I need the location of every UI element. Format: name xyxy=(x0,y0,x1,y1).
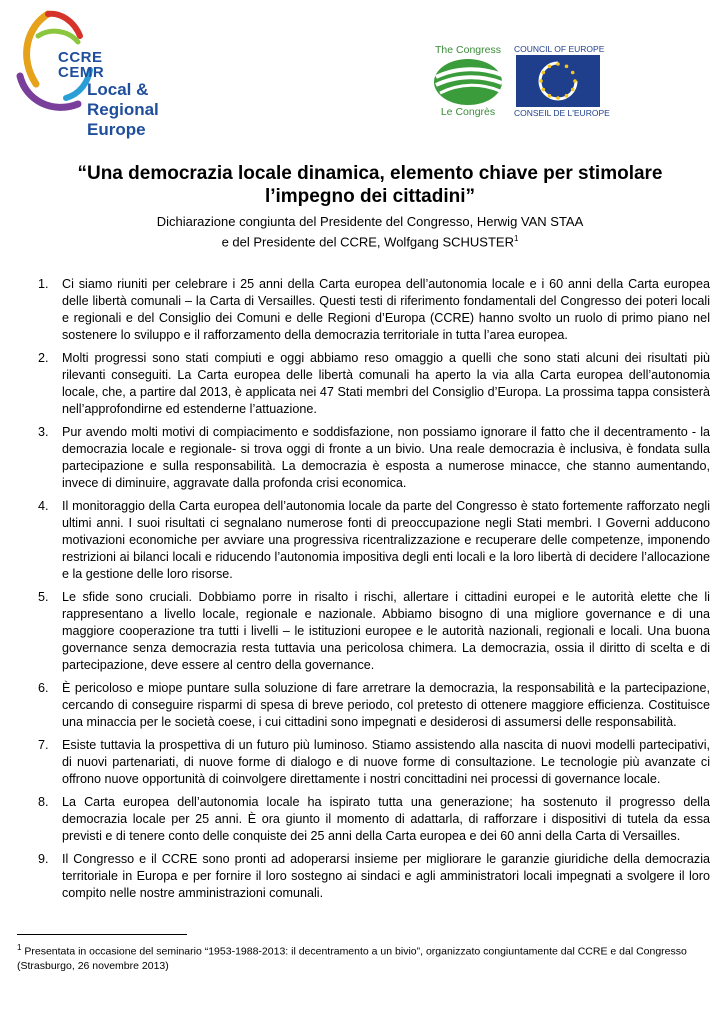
footnote-reference: 1 xyxy=(513,234,519,243)
congress-logo xyxy=(428,44,508,120)
list-item xyxy=(38,589,710,674)
point-text: Il monitoraggio della Carta europea dell’autonomia locale da parte del Congresso è stato fortemente rafforzato negli ultimi anni. I suoi risultati ci segnalano numerose fonti di preoccupazione negli Stati membri. I Governi adducono motivazioni economiche per avviare una progressiva ricentralizzazione e recuperare delle competenze, imponendo restrizioni ai bilanci locali e riducendo l’autonomia impositiva degli enti locali e la loro libertà di decidere l’allocazione e la gestione delle loro risorse. xyxy=(62,499,710,581)
point-number: 7. xyxy=(38,738,49,752)
point-number: 9. xyxy=(38,852,49,866)
ccre-label: CCRE xyxy=(58,49,103,66)
list-item xyxy=(38,276,710,344)
list-item xyxy=(38,350,710,418)
point-number: 4. xyxy=(38,499,49,513)
point-number: 6. xyxy=(38,681,49,695)
list-item xyxy=(38,737,710,788)
point-text: Il Congresso e il CCRE sono pronti ad adoperarsi insieme per migliorare le garanzie giuridiche della democrazia territoriale in Europa e per fornire il loro sostegno ai sindaci e agli amministratori locali impegnati a svolgere il loro compito nelle nostre amministrazioni comunali. xyxy=(62,852,710,900)
list-item xyxy=(38,424,710,492)
footnote-text: Presentata in occasione del seminario “1953-1988-2013: il decentramento a un bivio”, organizzato congiuntamente dal CCRE e dal Congresso (Strasburgo, 26 novembre 2013) xyxy=(17,945,687,972)
declaration-points xyxy=(38,276,710,908)
point-text: Le sfide sono cruciali. Dobbiamo porre in risalto i rischi, allertare i cittadini europei e le autorità elette che li rappresentano a livello locale, regionale e nazionale. Abbiamo bisogno di una migliore governance e di una maggiore cooperazione tra tutti i livelli – le istituzioni europee e le autorità nazionali, regionali e locali. Una buona governance senza democrazia resta tuttavia una pericolosa chimera. La democrazia, ossia il diritto di scelta e di partecipazione, deve essere al centro della governance. xyxy=(62,590,710,672)
ccre-cemr-logo xyxy=(8,6,213,139)
list-item xyxy=(38,680,710,731)
council-of-europe-logo xyxy=(514,44,610,120)
congress-swoosh-icon xyxy=(432,57,504,107)
congress-label-fr: Le Congrès xyxy=(440,106,496,118)
congress-label-en: The Congress xyxy=(435,44,501,56)
document-subtitle xyxy=(40,213,700,250)
lre-label-line2: Europe xyxy=(87,120,146,139)
lre-label-line1: Local & Regional xyxy=(87,80,159,119)
point-number: 2. xyxy=(38,351,49,365)
point-text: È pericoloso e miope puntare sulla soluzione di fare arretrare la democrazia, la responsabilità e la partecipazione, cercando di conseguire risparmi di spesa di breve periodo, col pretesto di ottenere maggiore efficienza. Costituisce una minaccia per le società coese, i cui cittadini sono impegnati e desiderosi di assumersi delle responsabilità. xyxy=(62,681,710,729)
footnote xyxy=(17,941,707,973)
point-number: 1. xyxy=(38,277,49,291)
subtitle-line1: Dichiarazione congiunta del Presidente del Congresso, Herwig VAN STAA xyxy=(156,214,584,229)
coe-stars-icon xyxy=(516,55,600,107)
point-number: 5. xyxy=(38,590,49,604)
point-text: Pur avendo molti motivi di compiacimento e soddisfazione, non possiamo ignorare il fatto che il decentramento - la democrazia locale e regionale- si trova oggi di fronte a un bivio. Una reale democrazia è inclusiva, è fondata sulla partecipazione e sulla responsabilità. La democrazia è esposta a numerose minacce, che stanno aumentando, invece di diminuire, aggravate dalla profonda crisi economica. xyxy=(62,425,710,490)
point-number: 3. xyxy=(38,425,49,439)
coe-flag xyxy=(516,55,600,107)
point-text: Ci siamo riuniti per celebrare i 25 anni della Carta europea dell’autonomia locale e i 60 anni della Carta europea delle libertà comunali – la Carta di Versailles. Questi testi di riferimento fondamentali del Congresso dei poteri locali e regionali e del Consiglio dei Comuni e delle Regioni d’Europa (CCRE) hanno svolto un ruolo di primo piano nel sostenere lo sviluppo e il rafforzamento della democrazia territoriale in tutta l’area europea. xyxy=(62,277,710,342)
cemr-label: CEMR xyxy=(58,64,105,81)
document-title: “Una democrazia locale dinamica, elemento chiave per stimolare l’impegno dei cittadini” xyxy=(77,163,663,207)
footnote-divider xyxy=(17,934,187,935)
list-item xyxy=(38,794,710,845)
list-item xyxy=(38,851,710,902)
list-item xyxy=(38,498,710,583)
coe-label-fr: CONSEIL DE L'EUROPE xyxy=(514,108,610,118)
subtitle-line2: e del Presidente del CCRE, Wolfgang SCHUSTER xyxy=(221,234,514,250)
point-text: La Carta europea dell’autonomia locale ha ispirato tutta una generazione; ha sostenuto il progresso della democrazia locale per 25 anni. È ora giunto il momento di adattarla, di rafforzare i dispositivi di tutela da essa previsti e di tenere conto delle conquiste dei 25 anni della Carta europea e dei 60 anni della Carta di Versailles. xyxy=(62,795,710,843)
footnote-number: 1 xyxy=(17,943,22,952)
point-text: Esiste tuttavia la prospettiva di un futuro più luminoso. Stiamo assistendo alla nascita di nuovi modelli partecipativi, di nuovi partenariati, di nuove forme di dialogo e di nuove forme di consultazione. Le tecnologie più avanzate ci offrono nuove opportunità di coinvolgere direttamente i nostri concittadini nei processi di governance locale. xyxy=(62,738,710,786)
point-text: Molti progressi sono stati compiuti e oggi abbiamo reso omaggio a quelli che sono stati alcuni dei risultati più rilevanti conseguiti. La Carta europea delle libertà comunali ha aperto la via alla Carta europea dell’autonomia locale, che, a partire dal 2013, è applicata nei 47 Stati membri del Consiglio d’Europa. La prossima tappa consisterà nell’approfondirne ed estenderne l’attuazione. xyxy=(62,351,710,416)
coe-label-en: COUNCIL OF EUROPE xyxy=(514,44,605,54)
point-number: 8. xyxy=(38,795,49,809)
